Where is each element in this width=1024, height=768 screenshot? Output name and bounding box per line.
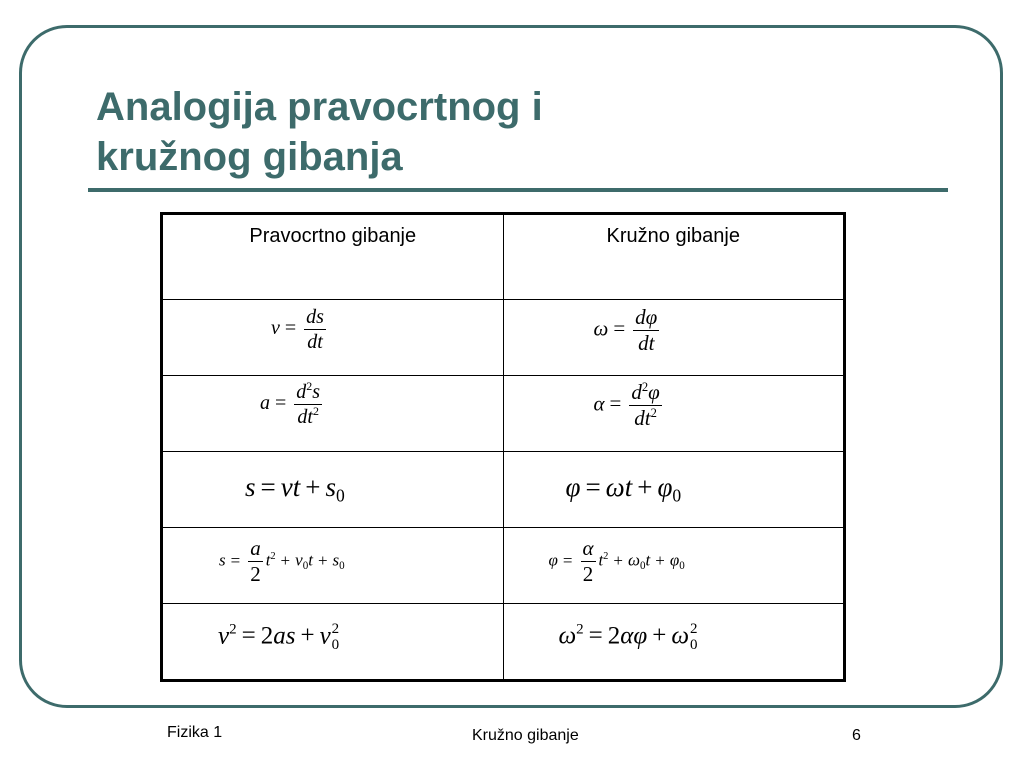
title-line-1: Analogija pravocrtnog i <box>96 85 543 129</box>
analogy-table <box>160 212 846 682</box>
formula-linear-position: s = $\frac{a}{2}$ $t^2 + v_0t + s_0$ <box>162 528 504 604</box>
page-number: 6 <box>852 727 861 744</box>
table-row <box>162 376 845 452</box>
formula-linear-acceleration: a = $\frac{d^2s}{dt^2}$ <box>162 376 504 452</box>
title-divider <box>88 188 948 192</box>
table-row <box>162 452 845 528</box>
formula-angular-acceleration: α = $\frac{d^2\varphi}{dt^2}$ <box>503 376 845 452</box>
formula-linear-uniform-motion: s = vt + $s_0$ <box>162 452 504 528</box>
table-header-row <box>162 214 845 300</box>
table-row <box>162 604 845 681</box>
header-linear-motion: Pravocrtno gibanje <box>162 214 504 300</box>
header-circular-motion: Kružno gibanje <box>503 214 845 300</box>
formula-angular-velocity: ω = $\frac{d\varphi}{dt}$ <box>503 300 845 376</box>
formula-linear-velocity: v = $\frac{ds}{dt}$ <box>162 300 504 376</box>
formula-linear-velocity-squared: $v^2 = 2as + v$ 2 0 <box>162 604 504 681</box>
formula-angular-uniform-motion: $\varphi = \omega t + \varphi_0$ <box>503 452 845 528</box>
slide-title <box>96 82 796 182</box>
table-row <box>162 528 845 604</box>
footer-course: Fizika 1 <box>167 724 223 741</box>
formula-angular-position: φ = $\frac{\alpha}{2}$ $t^2 + \omega_0t + \varphi_0$ <box>503 528 845 604</box>
title-line-2: kružnog gibanja <box>96 135 403 179</box>
formula-angular-velocity-squared: $\omega^2 = 2\alpha\varphi + \omega$ 2 0 <box>503 604 845 681</box>
footer-topic: Kružno gibanje <box>472 727 579 744</box>
table-row <box>162 300 845 376</box>
